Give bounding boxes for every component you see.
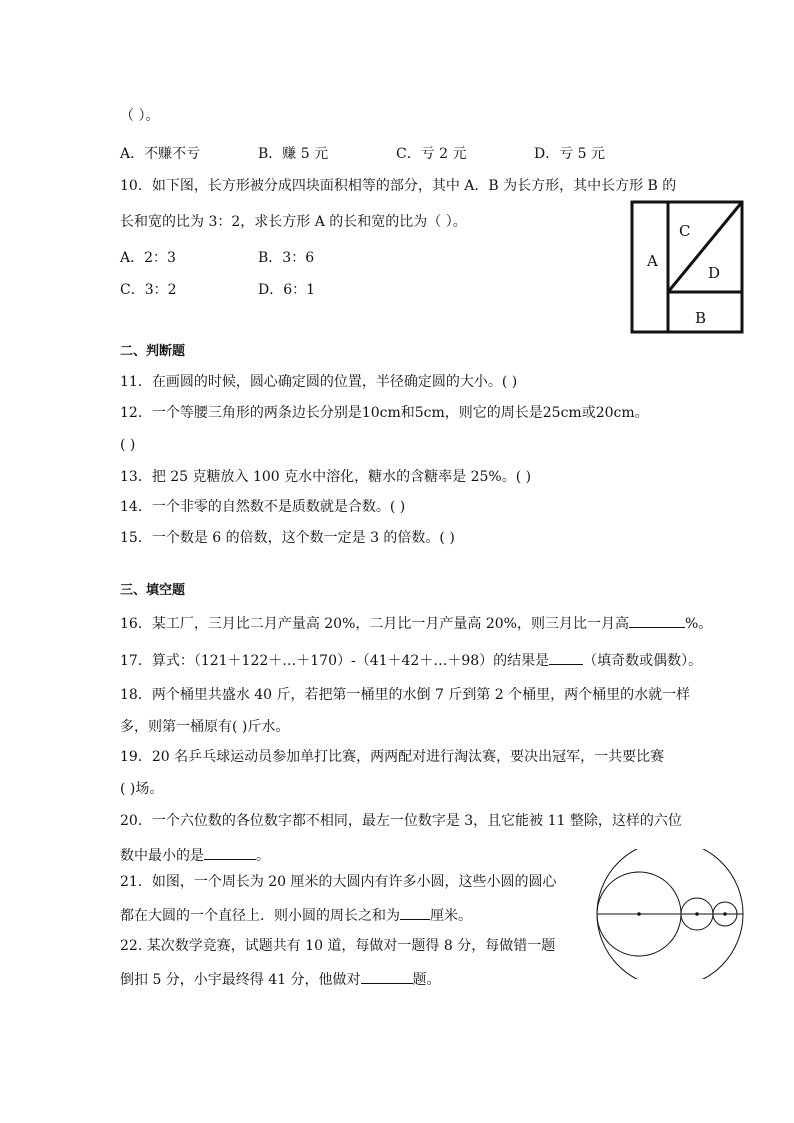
q11-text: 11．在画圆的时候，圆心确定圆的位置，半径确定圆的大小。( ) — [120, 374, 518, 390]
q16-answer-blank[interactable] — [629, 613, 685, 628]
q10-option-d[interactable]: D．6：1 — [258, 282, 316, 298]
q12-answer-blank[interactable]: ( ) — [120, 437, 136, 453]
diagonal-cd — [668, 202, 742, 292]
q10-stem-line1: 10．如下图，长方形被分成四块面积相等的部分，其中 A．B 为长方形，其中长方形 B 的 — [120, 178, 677, 194]
q21-text: 都在大圆的一个直径上．则小圆的周长之和为 — [120, 908, 400, 924]
q9-option-c[interactable]: C．亏 2 元 — [396, 146, 467, 162]
q13-text: 13．把 25 克糖放入 100 克水中溶化，糖水的含糖率是 25%。( ) — [120, 469, 532, 485]
q20-text: 数中最小的是 — [120, 848, 204, 864]
label-d: D — [708, 264, 721, 282]
q15-text: 15．一个数是 6 的倍数，这个数一定是 3 的倍数。( ) — [120, 530, 455, 546]
section3-title: 三、填空题 — [120, 583, 186, 598]
q12-text: 12．一个等腰三角形的两条边长分别是10cm和5cm，则它的周长是25cm或20cm。 — [120, 405, 649, 421]
rectangle-partition-figure — [628, 198, 748, 338]
section2-title: 二、判断题 — [120, 344, 186, 359]
q19-line2: ( )场。 — [120, 781, 164, 797]
center-dot-2 — [695, 912, 699, 916]
q17-line — [120, 650, 702, 670]
q22-line1: 22. 某次数学竞赛，试题共有 10 道，每做对一题得 8 分，每做错一题 — [120, 938, 556, 954]
q21-answer-blank[interactable] — [400, 905, 430, 920]
q22-line2 — [120, 969, 441, 989]
q10-option-c[interactable]: C．3：2 — [120, 282, 177, 298]
q21-tail: 厘米。 — [430, 908, 472, 924]
q10-option-a[interactable]: A．2：3 — [120, 250, 176, 266]
q16-tail: %。 — [684, 616, 713, 632]
q17-answer-blank[interactable] — [549, 650, 583, 665]
q18-line2: 多，则第一桶原有( )斤水。 — [120, 719, 290, 735]
q22-text: 倒扣 5 分，小宇最终得 41 分，他做对 — [120, 972, 361, 988]
q14-text: 14．一个非零的自然数不是质数就是合数。( ) — [120, 499, 406, 515]
q20-line1: 20．一个六位数的各位数字都不相同，最左一位数字是 3，且它能被 11 整除，这样的六位 — [120, 813, 682, 829]
q9-option-b[interactable]: B．赚 5 元 — [258, 146, 329, 162]
q9-option-d[interactable]: D．亏 5 元 — [534, 146, 606, 162]
q17-tail: （填奇数或偶数）。 — [583, 653, 703, 669]
q21-line2 — [120, 905, 472, 925]
q10-option-b[interactable]: B．3：6 — [258, 250, 315, 266]
q21-line1: 21．如图，一个周长为 20 厘米的大圆内有许多小圆，这些小圆的圆心 — [120, 874, 557, 890]
q10-stem-line2: 长和宽的比为 3：2，求长方形 A 的长和宽的比为（ ）。 — [120, 214, 467, 230]
q22-answer-blank[interactable] — [361, 969, 413, 984]
circles-on-diameter-figure — [594, 849, 754, 979]
q9-stem-tail: （ ）。 — [120, 108, 160, 124]
q20-answer-blank[interactable] — [204, 845, 256, 860]
q17-text: 17．算式：（121＋122＋…＋170）-（41＋42＋…＋98）的结果是 — [120, 653, 550, 669]
q19-line1: 19．20 名乒乓球运动员参加单打比赛，两两配对进行淘汰赛，要决出冠军，一共要比赛 — [120, 749, 665, 765]
center-dot-1 — [637, 912, 641, 916]
q20-tail: 。 — [256, 848, 270, 864]
q22-tail: 题。 — [412, 972, 441, 988]
center-dot-3 — [723, 912, 727, 916]
q16-text: 16．某工厂，三月比二月产量高 20%，二月比一月产量高 20%，则三月比一月高 — [120, 616, 629, 632]
label-c: C — [679, 222, 691, 240]
q18-line1: 18．两个桶里共盛水 40 斤，若把第一桶里的水倒 7 斤到第 2 个桶里，两个桶里的水就一样 — [120, 687, 691, 703]
label-b: B — [695, 309, 707, 327]
q20-line2 — [120, 845, 270, 865]
label-a: A — [647, 252, 658, 270]
q9-option-a[interactable]: A．不赚不亏 — [120, 146, 201, 162]
q16-line — [120, 613, 712, 633]
